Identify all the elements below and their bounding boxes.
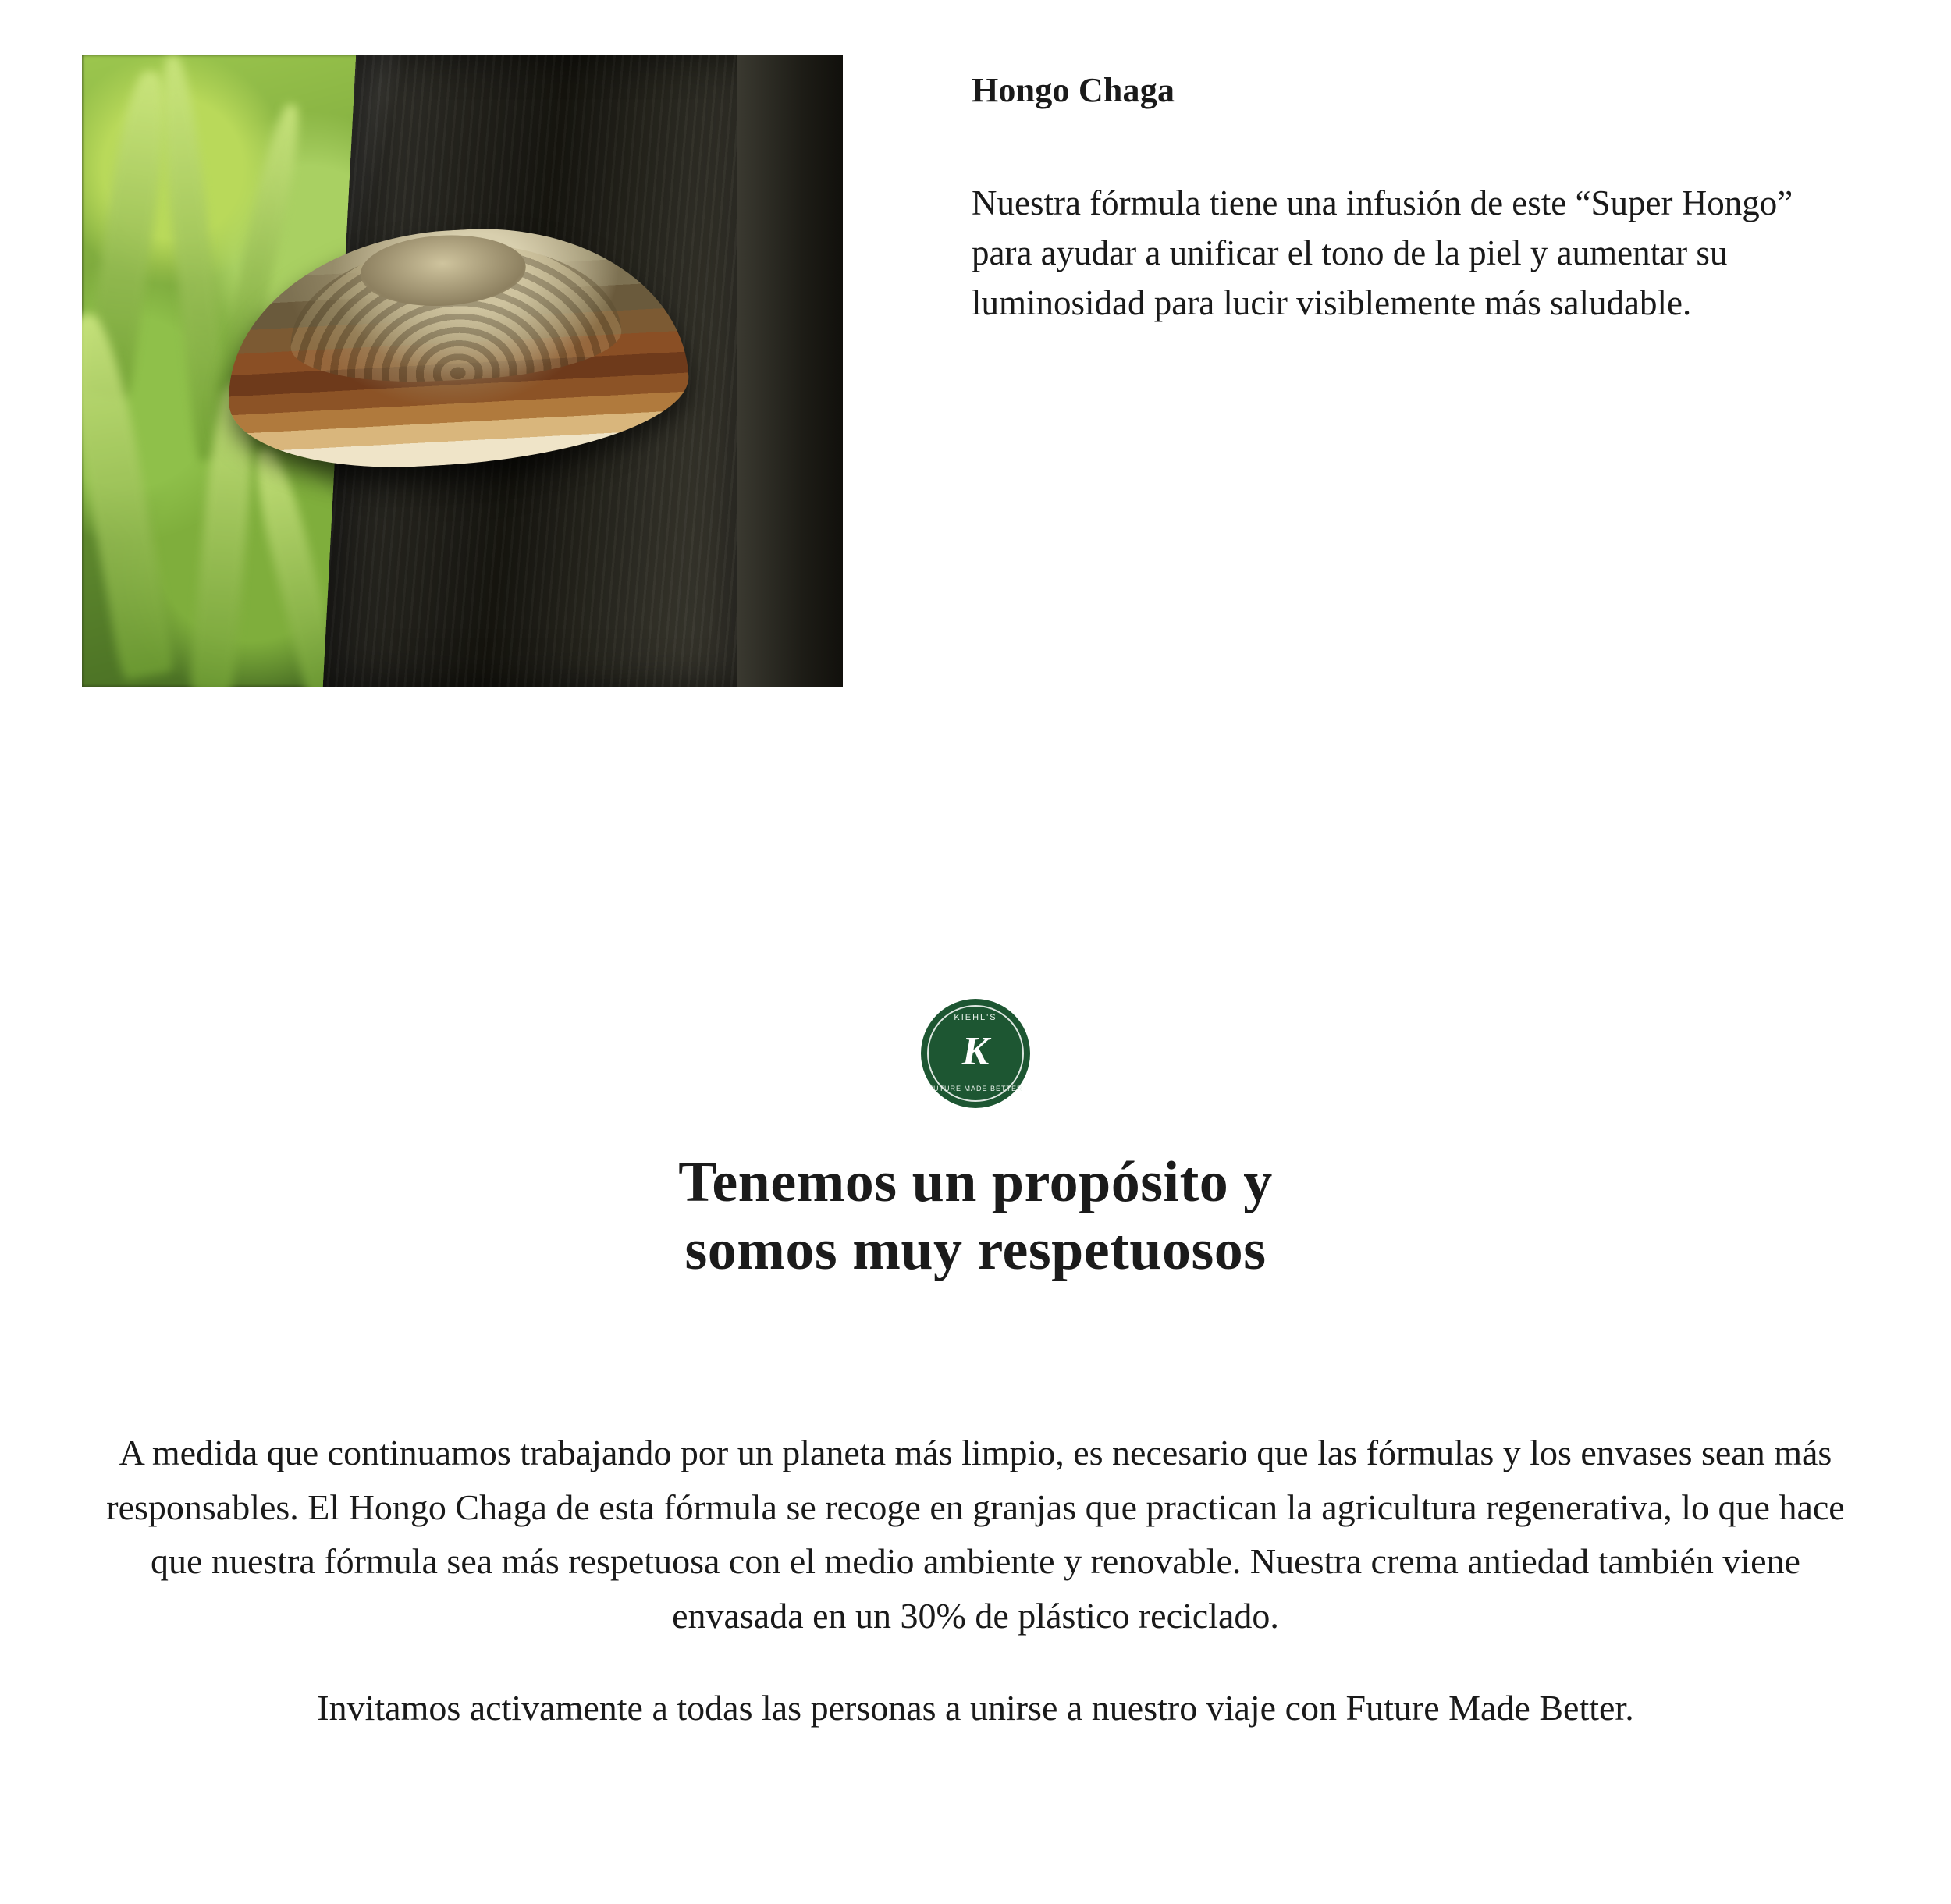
purpose-body	[86, 1426, 1865, 1736]
ingredient-section	[0, 0, 1951, 687]
seal-bottom-text: FUTURE MADE BETTER	[928, 1085, 1023, 1092]
ingredient-title: Hongo Chaga	[972, 71, 1175, 109]
kiehls-seal-icon	[921, 999, 1030, 1108]
chaga-mushroom-photo	[82, 55, 843, 687]
purpose-heading	[390, 1149, 1561, 1285]
ingredient-description: Nuestra fórmula tiene una infusión de este “Super Hongo” para ayudar a unificar el tono de la piel y aumentar su luminosidad para lucir visiblemente más saludable.	[972, 183, 1793, 322]
seal-monogram: K	[961, 1029, 990, 1074]
ingredient-image-wrap	[82, 55, 847, 687]
ingredient-copy	[972, 55, 1853, 328]
purpose-heading-line-2: somos muy respetuosos	[684, 1218, 1267, 1283]
purpose-paragraph-1: A medida que continuamos trabajando por un planeta más limpio, es necesario que las fórmulas y los envases sean más responsables. El Hongo Chaga de esta fórmula se recoge en granjas que practican la agricultura regenerativa, lo que hace que nuestra fórmula sea más respetuosa con el medio ambiente y renovable. Nuestra crema antiedad también viene envasada en un 30% de plástico reciclado.	[106, 1432, 1845, 1636]
purpose-heading-line-1: Tenemos un propósito y	[678, 1150, 1273, 1214]
tree-trunk-edge	[737, 55, 843, 687]
brand-seal-wrap	[0, 999, 1951, 1108]
seal-top-text: KIEHL'S	[954, 1013, 997, 1022]
purpose-paragraph-2: Invitamos activamente a todas las personas a unirse a nuestro viaje con Future Made Better.	[317, 1688, 1634, 1728]
